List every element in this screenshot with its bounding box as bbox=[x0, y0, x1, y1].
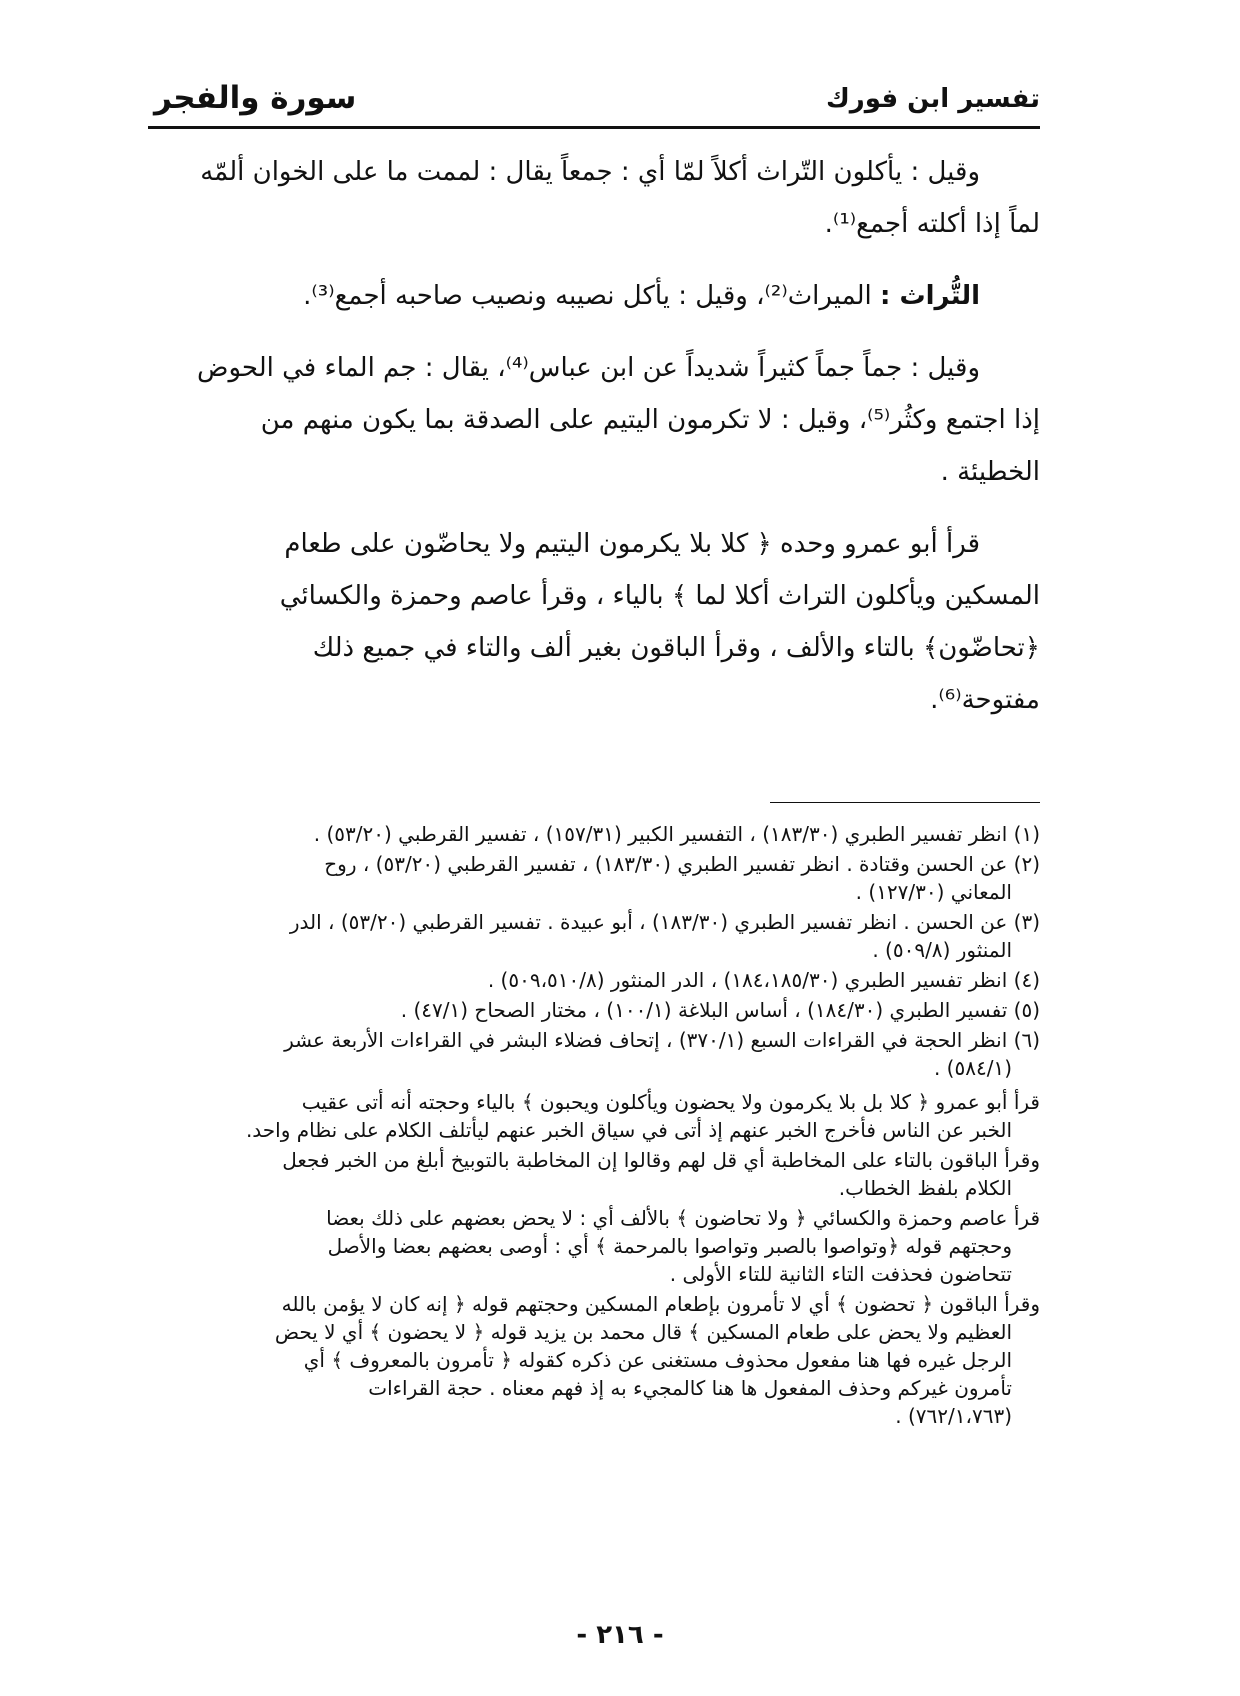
footnote-line: (٧٦٢/١،٧٦٣) . bbox=[895, 1404, 1012, 1428]
term-heading: التُّراث : bbox=[880, 281, 980, 311]
footnote-note-1 bbox=[148, 1088, 1040, 1144]
footnote-2 bbox=[148, 850, 1040, 906]
text-line bbox=[148, 270, 1040, 322]
main-text bbox=[148, 146, 1040, 746]
footnote-separator bbox=[770, 802, 1040, 803]
footnote-line: (٢) عن الحسن وقتادة . انظر تفسير الطبري (١٨٣/٣٠) ، تفسير القرطبي (٥٣/٢٠) ، روح bbox=[324, 852, 1040, 876]
text-line: مفتوحة⁽⁶⁾. bbox=[930, 685, 1040, 715]
footnote-note-3 bbox=[148, 1204, 1040, 1288]
text-line: إذا اجتمع وكثُر⁽⁵⁾، وقيل : لا تكرمون اليتيم على الصدقة بما يكون منهم من bbox=[260, 405, 1040, 435]
book-title: تفسير ابن فورك bbox=[825, 84, 1040, 114]
text-line: قرأ أبو عمرو وحده ﴿ كلا بلا يكرمون اليتيم ولا يحاضّون على طعام bbox=[284, 529, 980, 559]
footnotes bbox=[148, 820, 1040, 1432]
text-line: وقيل : جماً جماً كثيراً شديداً عن ابن عباس⁽⁴⁾، يقال : جم الماء في الحوض bbox=[197, 353, 980, 383]
footnote-line: (٥٨٤/١) . bbox=[933, 1056, 1012, 1080]
header-rule bbox=[148, 126, 1040, 129]
footnote-line: وقرأ الباقون ﴿ تحضون ﴾ أي لا تأمرون بإطعام المسكين وحجتهم قوله ﴿ إنه كان لا يؤمن بالله bbox=[281, 1292, 1040, 1316]
footnote-line: المنثور (٥٠٩/٨) . bbox=[872, 938, 1012, 962]
footnote-1 bbox=[148, 820, 1040, 848]
footnote-line: (٣) عن الحسن . انظر تفسير الطبري (١٨٣/٣٠) ، أبو عبيدة . تفسير القرطبي (٥٣/٢٠) ، الدر bbox=[289, 910, 1040, 934]
text-line: وقيل : يأكلون التّراث أكلاً لمّا أي : جمعاً يقال : لممت ما على الخوان ألمّه bbox=[200, 157, 980, 187]
footnote-4 bbox=[148, 966, 1040, 994]
footnote-line: تتحاضون فحذفت التاء الثانية للتاء الأولى . bbox=[669, 1262, 1012, 1286]
footnote-note-4 bbox=[148, 1290, 1040, 1430]
text-line: ﴿تحاضّون﴾ بالتاء والألف ، وقرأ الباقون بغير ألف والتاء في جميع ذلك bbox=[312, 633, 1040, 663]
footnote-line: العظيم ولا يحض على طعام المسكين ﴾ قال محمد بن يزيد قوله ﴿ لا يحضون ﴾ أي لا يحض bbox=[274, 1320, 1012, 1344]
footnote-line: الكلام بلفظ الخطاب. bbox=[838, 1176, 1012, 1200]
footnote-line: (١) انظر تفسير الطبري (١٨٣/٣٠) ، التفسير الكبير (١٥٧/٣١) ، تفسير القرطبي (٥٣/٢٠) . bbox=[313, 822, 1040, 846]
paragraph-1 bbox=[148, 146, 1040, 250]
footnote-line: (٤) انظر تفسير الطبري (١٨٤،١٨٥/٣٠) ، الدر المنثور (٥٠٩،٥١٠/٨) . bbox=[487, 968, 1040, 992]
footnote-line: وقرأ الباقون بالتاء على المخاطبة أي قل لهم وقالوا إن المخاطبة بالتوبيخ أبلغ من الخبر فجعل bbox=[282, 1148, 1040, 1172]
footnote-line: قرأ عاصم وحمزة والكسائي ﴿ ولا تحاضون ﴾ بالألف أي : لا يحض بعضهم على ذلك بعضا bbox=[326, 1206, 1040, 1230]
term-definition: الميراث⁽²⁾، وقيل : يأكل نصيبه ونصيب صاحبه أجمع⁽³⁾. bbox=[303, 281, 872, 311]
paragraph-3 bbox=[148, 342, 1040, 498]
footnote-line: تأمرون غيركم وحذف المفعول ها هنا كالمجيء به إذ فهم معناه . حجة القراءات bbox=[368, 1376, 1012, 1400]
footnote-3 bbox=[148, 908, 1040, 964]
footnote-6 bbox=[148, 1026, 1040, 1082]
footnote-line: المعاني (١٢٧/٣٠) . bbox=[855, 880, 1012, 904]
footnote-line: (٦) انظر الحجة في القراءات السبع (٣٧٠/١) ، إتحاف فضلاء البشر في القراءات الأربعة عشر bbox=[284, 1028, 1040, 1052]
text-line: المسكين ويأكلون التراث أكلا لما ﴾ بالياء ، وقرأ عاصم وحمزة والكسائي bbox=[279, 581, 1040, 611]
footnote-line: وحجتهم قوله ﴿وتواصوا بالصبر وتواصوا بالمرحمة ﴾ أي : أوصى بعضهم بعضا والأصل bbox=[327, 1234, 1012, 1258]
footnote-line: (٥) تفسير الطبري (١٨٤/٣٠) ، أساس البلاغة (١٠٠/١) ، مختار الصحاح (٤٧/١) . bbox=[400, 998, 1040, 1022]
surah-title: سورة والفجر bbox=[154, 80, 357, 116]
paragraph-4 bbox=[148, 518, 1040, 726]
footnote-line: الخبر عن الناس فأخرج الخبر عنهم إذ أتى في سياق الخبر عنهم ليأتلف الكلام على نظام واحد. bbox=[245, 1118, 1012, 1142]
footnote-line: قرأ أبو عمرو ﴿ كلا بل بلا يكرمون ولا يحضون ويأكلون ويحبون ﴾ بالياء وحجته أنه أتى عقيب bbox=[301, 1090, 1040, 1114]
text-line: الخطيئة . bbox=[940, 457, 1040, 487]
running-header bbox=[148, 78, 1040, 128]
page-number: - ٢١٦ - bbox=[576, 1620, 664, 1650]
paragraph-2 bbox=[148, 270, 1040, 322]
text-line: لماً إذا أكلته أجمع⁽¹⁾. bbox=[824, 209, 1040, 239]
footnote-5 bbox=[148, 996, 1040, 1024]
footnote-note-2 bbox=[148, 1146, 1040, 1202]
footnote-line: الرجل غيره فها هنا مفعول محذوف مستغنى عن ذكره كقوله ﴿ تأمرون بالمعروف ﴾ أي bbox=[303, 1348, 1012, 1372]
